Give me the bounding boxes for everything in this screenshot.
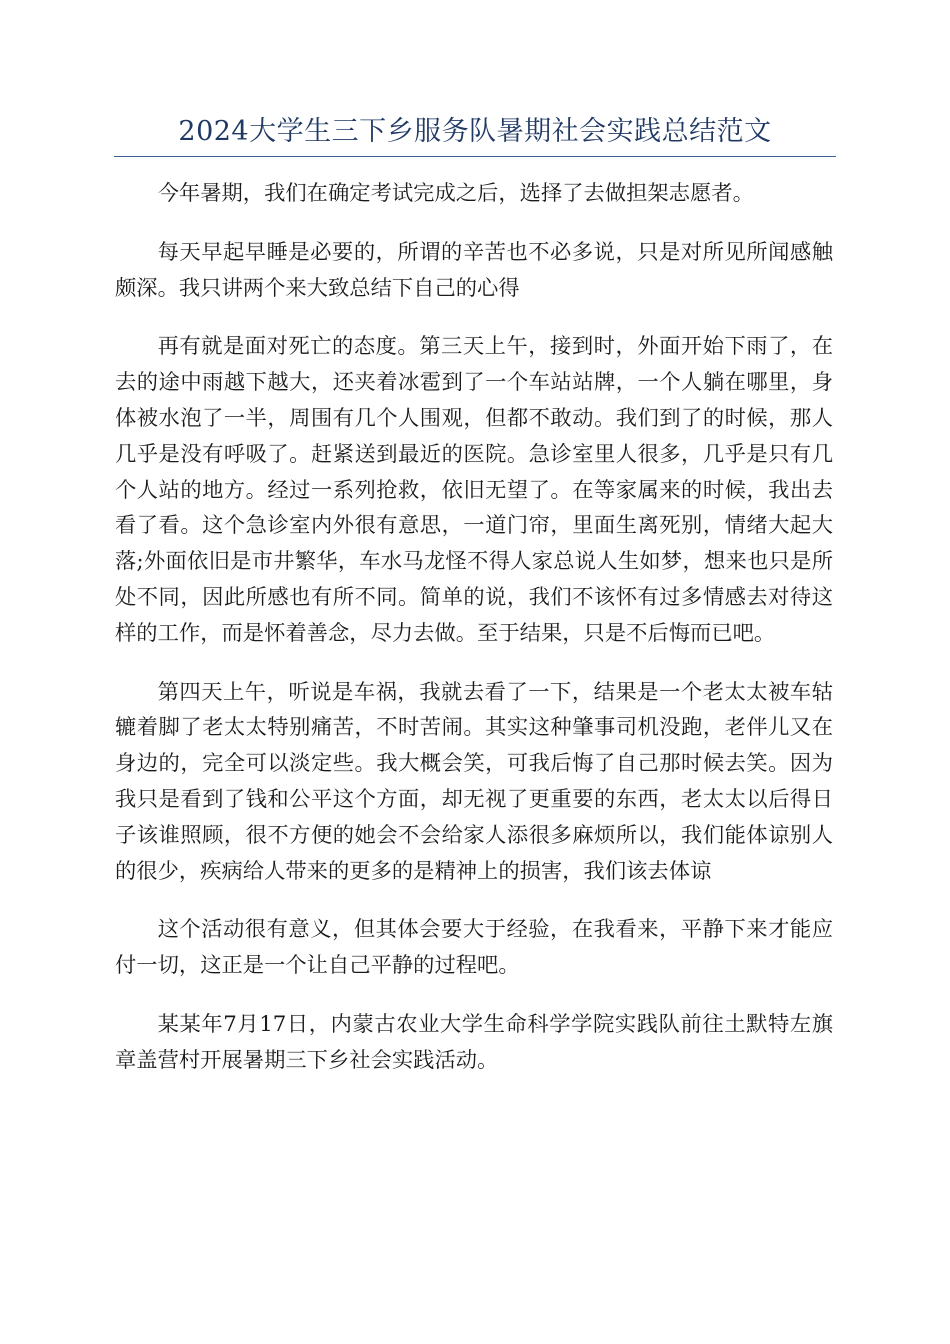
paragraph-2: 每天早起早睡是必要的，所谓的辛苦也不必多说，只是对所见所闻感触颇深。我只讲两个来大致总结下自己的心得 [115,239,833,301]
document-body [115,176,833,1102]
paragraph-3: 再有就是面对死亡的态度。第三天上午，接到时，外面开始下雨了，在去的途中雨越下越大，还夹着冰雹到了一个车站站牌，一个人躺在哪里，身体被水泡了一半，周围有几个人围观，但都不敢动。我们到了的时候，那人几乎是没有呼吸了。赶紧送到最近的医院。急诊室里人很多，几乎是只有几个人站的地方。经过一系列抢救，依旧无望了。在等家属来的时候，我出去看了看。这个急诊室内外很有意思，一道门帘，里面生离死别，情绪大起大落;外面依旧是市井繁华，车水马龙怪不得人家总说人生如梦，想来也只是所处不同，因此所感也有所不同。简单的说，我们不该怀有过多情感去对待这样的工作，而是怀着善念，尽力去做。至于结果，只是不后悔而已吧。 [115,334,833,646]
document-title: 2024大学生三下乡服务队暑期社会实践总结范文 [178,116,772,147]
paragraph-6: 某某年7月17日，内蒙古农业大学生命科学学院实践队前往土默特左旗章盖营村开展暑期三下乡社会实践活动。 [115,1011,833,1073]
paragraph-5: 这个活动很有意义，但其体会要大于经验，在我看来，平静下来才能应付一切，这正是一个让自己平静的过程吧。 [115,917,833,979]
title-block [114,112,836,157]
paragraph-4: 第四天上午，听说是车祸，我就去看了一下，结果是一个老太太被车轱辘着脚了老太太特别痛苦，不时苦闹。其实这种肇事司机没跑，老伴儿又在身边的，完全可以淡定些。我大概会笑，可我后悔了自己那时候去笑。因为我只是看到了钱和公平这个方面，却无视了更重要的东西，老太太以后得日子该谁照顾，很不方便的她会不会给家人添很多麻烦所以，我们能体谅别人的很少，疾病给人带来的更多的是精神上的损害，我们该去体谅 [115,679,833,884]
paragraph-1: 今年暑期，我们在确定考试完成之后，选择了去做担架志愿者。 [157,181,754,206]
